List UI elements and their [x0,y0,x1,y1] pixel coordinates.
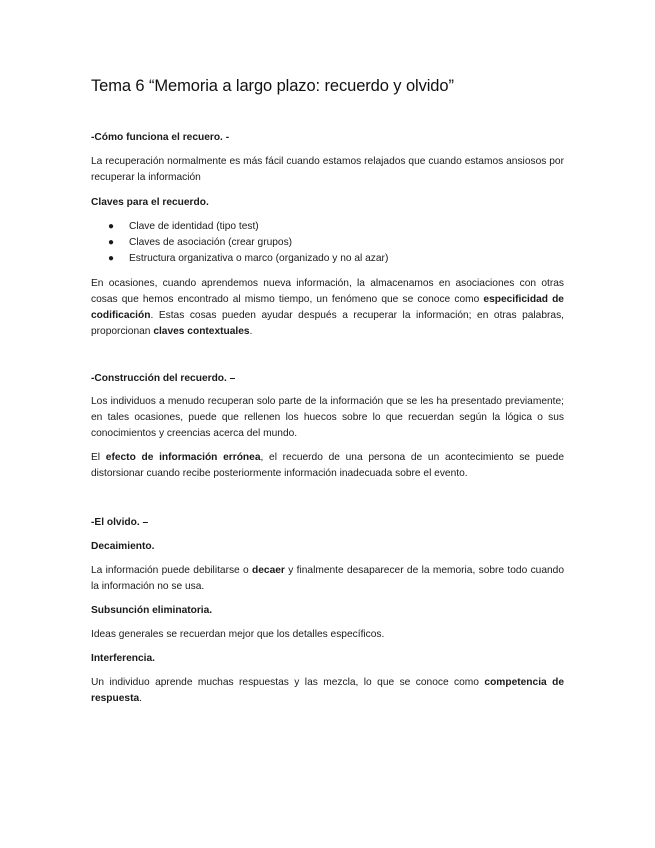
paragraph-interferencia: Un individuo aprende muchas respuestas y las mezcla, lo que se conoce como competencia de respuesta. [91,677,565,704]
paragraph-recuperacion [91,154,564,186]
subheading-subsuncion: Subsunción eliminatoria. [91,605,213,616]
paragraph-subsuncion: Ideas generales se recuerdan mejor que los detalles específicos. [91,629,385,640]
bold-term: decaer [252,565,285,576]
paragraph-individuos: Los individuos a menudo recuperan solo parte de la información que se les ha presentado previamente; en tales ocasiones, puede que rellenen los huecos sobre lo que recuerdan según la lógica o sus conocimientos y creencias acerca del mundo. [91,396,564,439]
list-item: ● Estructura organizativa o marco (organizado y no al azar) [91,251,564,267]
claves-list [91,219,564,267]
paragraph-especificidad: En ocasiones, cuando aprendemos nueva información, la almacenamos en asociaciones con otras cosas que hemos encontrado al mismo tiempo, un fenómeno que se conoce como especificidad de codificación. Estas cosas pueden ayudar después a recuperar la información; en otras palabras, proporcionan claves contextuales. [91,278,564,337]
bold-term: competencia de respuesta [91,677,565,704]
list-item: ● Claves de asociación (crear grupos) [91,235,564,251]
paragraph-text: La recuperación normalmente es más fácil cuando estamos relajados que cuando estamos ansiosos por recuperar la información [91,156,564,183]
section-heading-como-funciona: -Cómo funciona el recuero. - [91,132,230,143]
bullet-icon: ● [108,253,115,264]
bold-term: efecto de información errónea [105,452,261,463]
subheading-claves: Claves para el recuerdo. [91,197,209,208]
subheading-decaimiento: Decaimiento. [91,541,155,552]
section-heading-olvido: -El olvido. – [91,517,149,528]
paragraph-informacion-erronea: El efecto de información errónea, el recuerdo de una persona de un acontecimiento se puede distorsionar cuando recibe posteriormente información inadecuada sobre el evento. [91,452,564,479]
subheading-interferencia: Interferencia. [91,653,155,664]
document-title: Tema 6 “Memoria a largo plazo: recuerdo y olvido” [91,77,454,95]
bold-term: especificidad de codificación [91,294,564,321]
paragraph-decaimiento: La información puede debilitarse o decaer y finalmente desaparecer de la memoria, sobre todo cuando la información no se usa. [91,565,565,592]
list-item: ● Clave de identidad (tipo test) [91,219,564,235]
section-heading-construccion: -Construcción del recuerdo. – [91,373,236,384]
bullet-icon: ● [108,221,115,232]
bold-term: claves contextuales [153,326,250,337]
bullet-icon: ● [108,237,115,248]
